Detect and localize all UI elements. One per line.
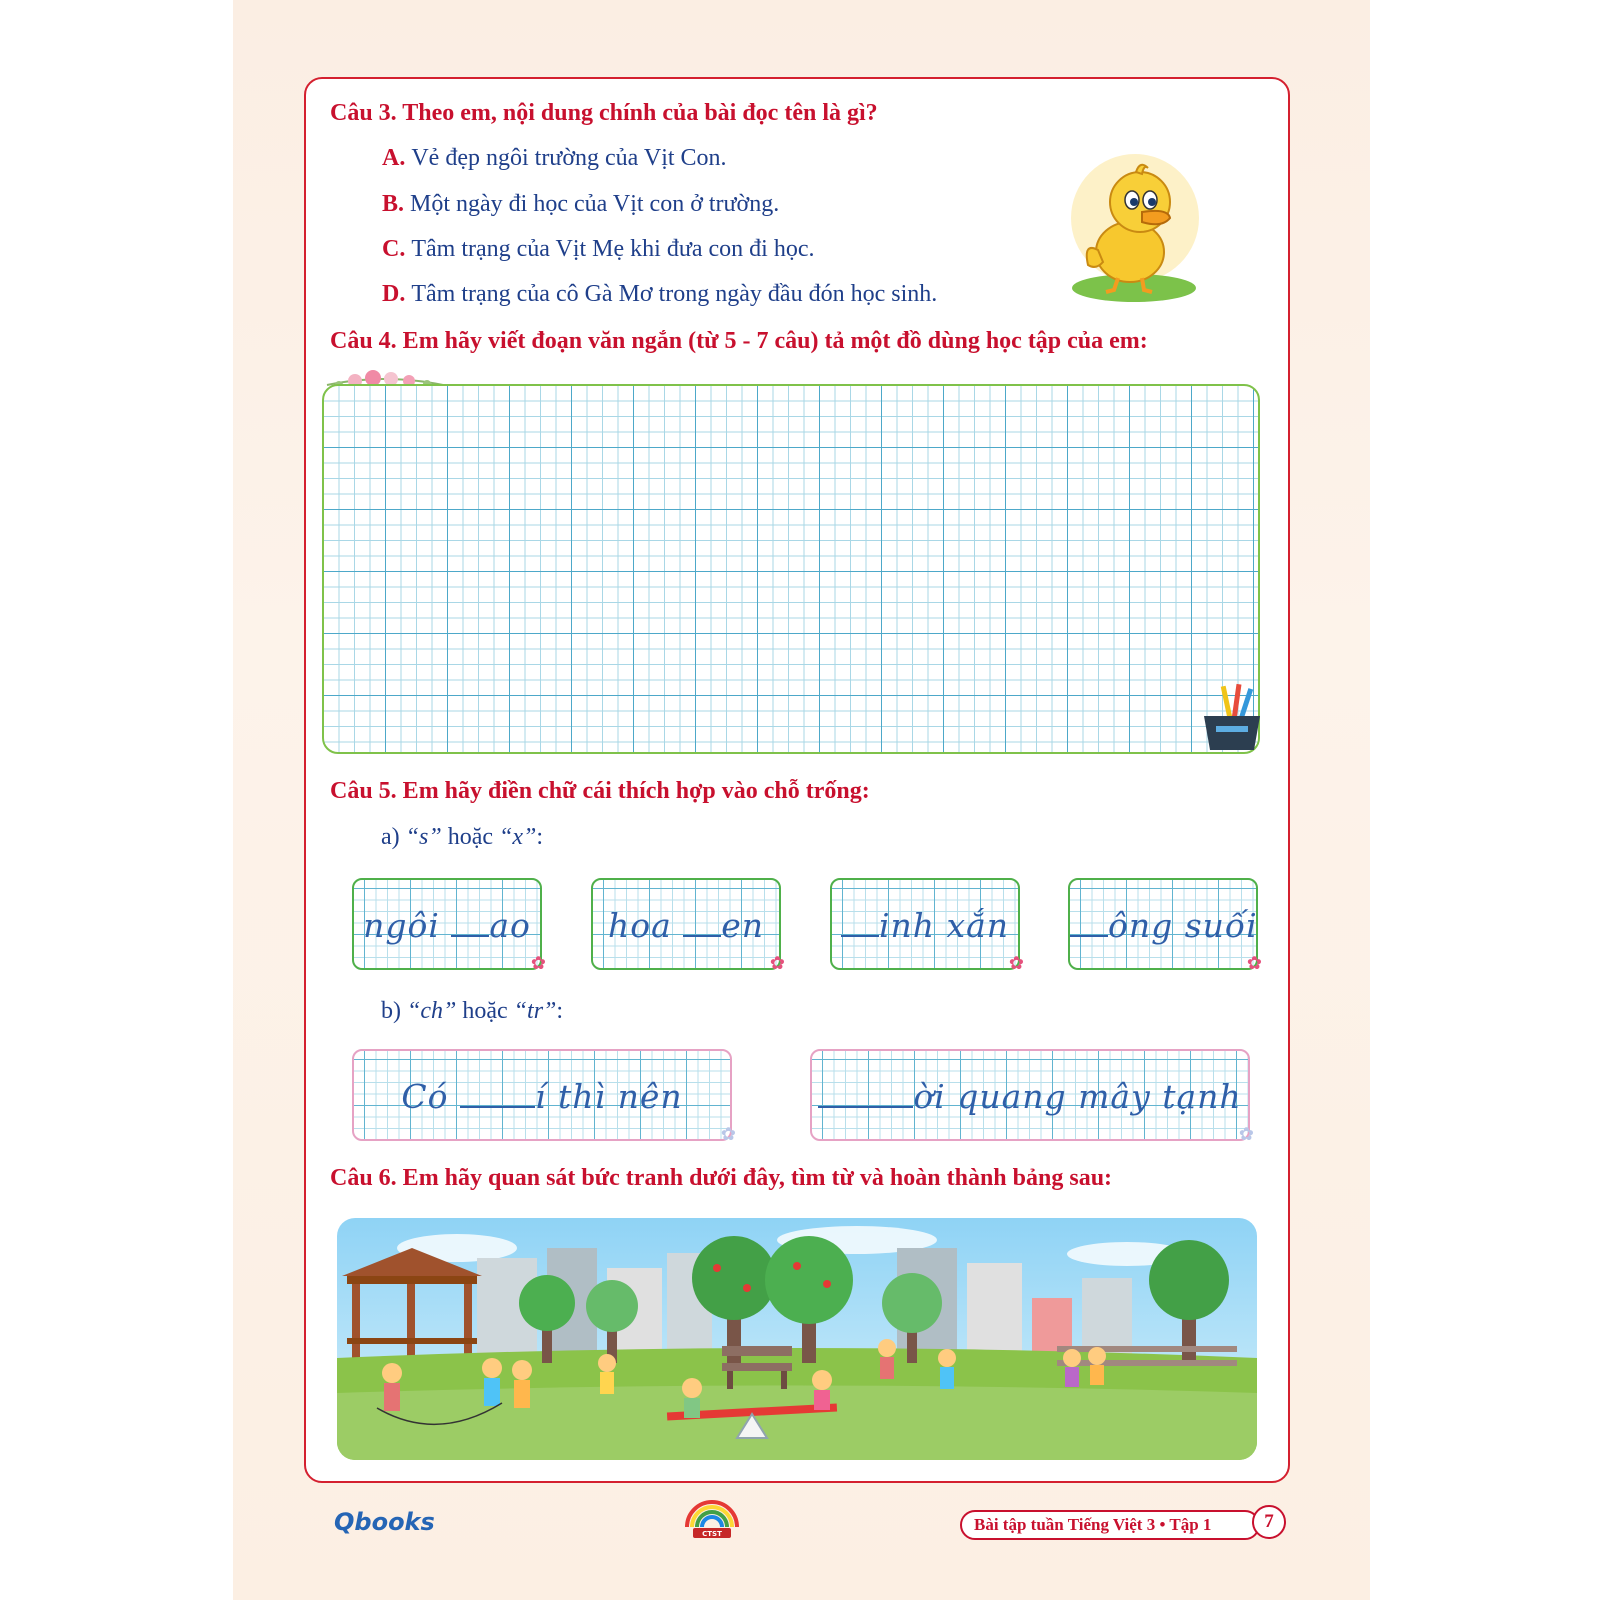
fill-phrase-box[interactable] <box>352 1049 736 1144</box>
blank-slot[interactable] <box>460 1080 535 1108</box>
phrase-before: Có <box>401 1077 449 1116</box>
question-3-title: Câu 3. Theo em, nội dung chính của bài đọc tên là gì? <box>330 100 878 126</box>
phrase-after: í thì nên <box>534 1077 683 1116</box>
flower-icon: ✿ <box>769 953 785 973</box>
part-suffix: : <box>556 998 564 1024</box>
option-text: Tâm trạng của Vịt Mẹ khi đưa con đi học. <box>411 236 815 262</box>
badge-text: CTST <box>702 1530 722 1538</box>
part-prefix: a) <box>381 824 400 850</box>
park-scene-illustration <box>337 1218 1257 1460</box>
fill-word <box>354 906 540 945</box>
option-text: Vẻ đẹp ngôi trường của Vịt Con. <box>411 145 727 171</box>
word-before: ngôi <box>363 906 440 945</box>
flower-icon: ✿ <box>1238 1124 1254 1144</box>
joiner-word: hoặc <box>462 998 508 1024</box>
word-before: hoa <box>607 906 672 945</box>
question-4-title: Câu 4. Em hãy viết đoạn văn ngắn (từ 5 - 7 câu) tả một đồ dùng học tập của em: <box>330 328 1148 354</box>
letter-option-1: “s” <box>405 824 442 850</box>
letter-option-2: “tr” <box>513 998 557 1024</box>
fill-word <box>832 906 1018 945</box>
letter-option-2: “x” <box>499 824 537 850</box>
fill-phrase <box>354 1077 730 1116</box>
fill-phrase <box>812 1077 1248 1116</box>
blank-slot[interactable] <box>683 909 721 937</box>
option-letter: D. <box>382 281 406 307</box>
question-3-option-d[interactable] <box>382 281 937 308</box>
option-letter: B. <box>382 191 405 217</box>
book-title: Bài tập tuần Tiếng Việt 3 • Tập 1 <box>960 1510 1260 1540</box>
flower-icon: ✿ <box>530 953 546 973</box>
pencil-cup-icon <box>1194 682 1270 754</box>
word-after: en <box>721 906 765 945</box>
writing-grid[interactable] <box>322 384 1260 754</box>
fill-word <box>593 906 779 945</box>
letter-option-1: “ch” <box>407 998 457 1024</box>
flower-icon: ✿ <box>720 1124 736 1144</box>
option-letter: A. <box>382 145 406 171</box>
page-number: 7 <box>1252 1505 1286 1539</box>
question-3-option-b[interactable] <box>382 191 779 218</box>
fill-word-box[interactable] <box>352 878 546 973</box>
option-text: Một ngày đi học của Vịt con ở trường. <box>410 191 780 217</box>
question-5-part-a-label <box>381 824 543 851</box>
flower-icon: ✿ <box>1246 953 1262 973</box>
blank-slot[interactable] <box>1070 909 1108 937</box>
fill-word <box>1070 906 1256 945</box>
option-letter: C. <box>382 236 406 262</box>
part-prefix: b) <box>381 998 401 1024</box>
question-5-part-b-label <box>381 998 563 1025</box>
blank-slot[interactable] <box>451 909 489 937</box>
question-3-option-a[interactable] <box>382 145 727 172</box>
publisher-logo: Qbooks <box>334 1508 435 1536</box>
word-after: ao <box>489 906 531 945</box>
word-after: ông suối <box>1108 906 1258 945</box>
option-text: Tâm trạng của cô Gà Mơ trong ngày đầu đón học sinh. <box>411 281 938 307</box>
fill-word-box[interactable] <box>830 878 1024 973</box>
blank-slot[interactable] <box>818 1080 913 1108</box>
rainbow-badge-icon <box>683 1497 741 1539</box>
fill-phrase-box[interactable] <box>810 1049 1254 1144</box>
joiner-word: hoặc <box>447 824 494 850</box>
fill-word-box[interactable] <box>591 878 785 973</box>
duck-illustration <box>1058 150 1208 305</box>
question-6-title: Câu 6. Em hãy quan sát bức tranh dưới đây, tìm từ và hoàn thành bảng sau: <box>330 1165 1113 1191</box>
blank-slot[interactable] <box>841 909 879 937</box>
question-3-option-c[interactable] <box>382 236 814 263</box>
word-after: inh xắn <box>878 906 1010 945</box>
fill-word-box[interactable] <box>1068 878 1262 973</box>
flower-icon: ✿ <box>1008 953 1024 973</box>
part-suffix: : <box>536 824 544 850</box>
question-5-title: Câu 5. Em hãy điền chữ cái thích hợp vào chỗ trống: <box>330 778 870 804</box>
phrase-after: ời quang mây tạnh <box>913 1077 1242 1116</box>
